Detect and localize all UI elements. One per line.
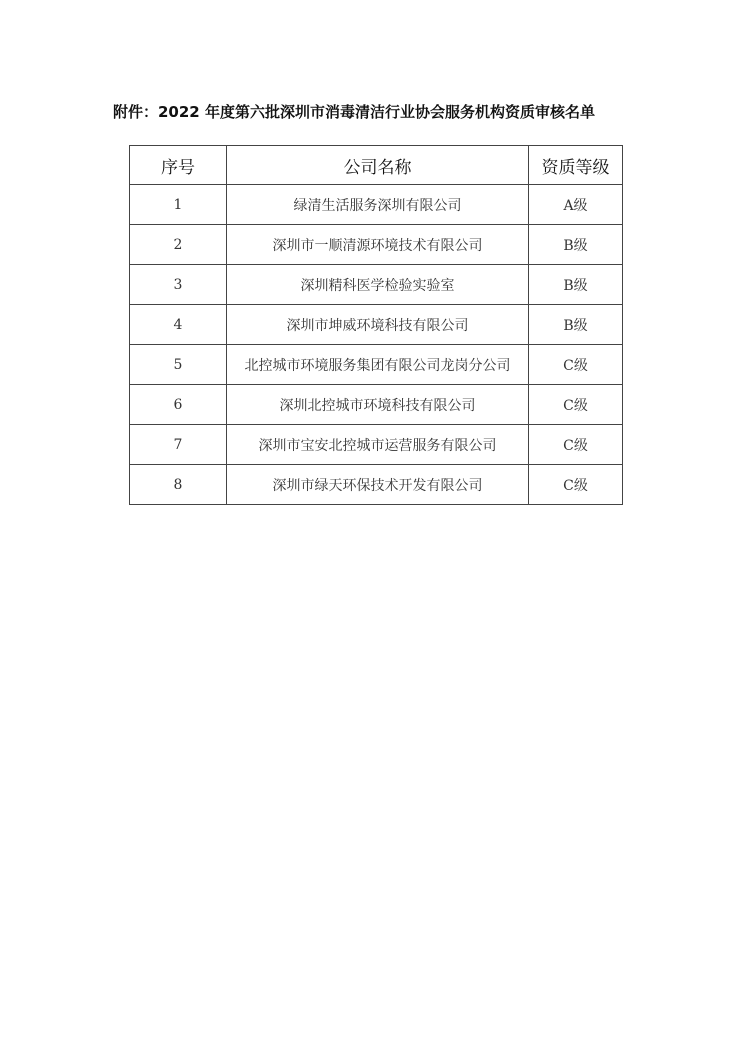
row-company-name: 深圳市坤威环境科技有限公司 (227, 305, 529, 345)
row-serial-number: 6 (130, 385, 227, 425)
table-row (130, 265, 623, 305)
row-serial-number: 4 (130, 305, 227, 345)
row-grade: C级 (529, 465, 623, 505)
row-serial-number: 1 (130, 185, 227, 225)
document-title: 附件：2022 年度第六批深圳市消毒清洁行业协会服务机构资质审核名单 (113, 103, 595, 121)
table-row (130, 345, 623, 385)
row-grade: C级 (529, 385, 623, 425)
row-grade: B级 (529, 305, 623, 345)
row-grade: C级 (529, 345, 623, 385)
table-header-row (130, 146, 623, 185)
row-company-name: 深圳北控城市环境科技有限公司 (227, 385, 529, 425)
row-grade: B级 (529, 225, 623, 265)
row-grade: A级 (529, 185, 623, 225)
row-serial-number: 2 (130, 225, 227, 265)
table-row (130, 305, 623, 345)
table-row (130, 465, 623, 505)
header-serial-number: 序号 (130, 146, 227, 185)
row-company-name: 深圳市绿天环保技术开发有限公司 (227, 465, 529, 505)
row-serial-number: 7 (130, 425, 227, 465)
table-row (130, 185, 623, 225)
row-company-name: 绿清生活服务深圳有限公司 (227, 185, 529, 225)
row-company-name: 深圳市一顺清源环境技术有限公司 (227, 225, 529, 265)
row-serial-number: 8 (130, 465, 227, 505)
table-row (130, 385, 623, 425)
row-serial-number: 3 (130, 265, 227, 305)
table-row (130, 425, 623, 465)
qualification-table (129, 145, 623, 505)
table-row (130, 225, 623, 265)
row-grade: B级 (529, 265, 623, 305)
row-company-name: 北控城市环境服务集团有限公司龙岗分公司 (227, 345, 529, 385)
row-company-name: 深圳精科医学检验实验室 (227, 265, 529, 305)
row-grade: C级 (529, 425, 623, 465)
row-company-name: 深圳市宝安北控城市运营服务有限公司 (227, 425, 529, 465)
header-company-name: 公司名称 (227, 146, 529, 185)
header-qualification-grade: 资质等级 (529, 146, 623, 185)
row-serial-number: 5 (130, 345, 227, 385)
